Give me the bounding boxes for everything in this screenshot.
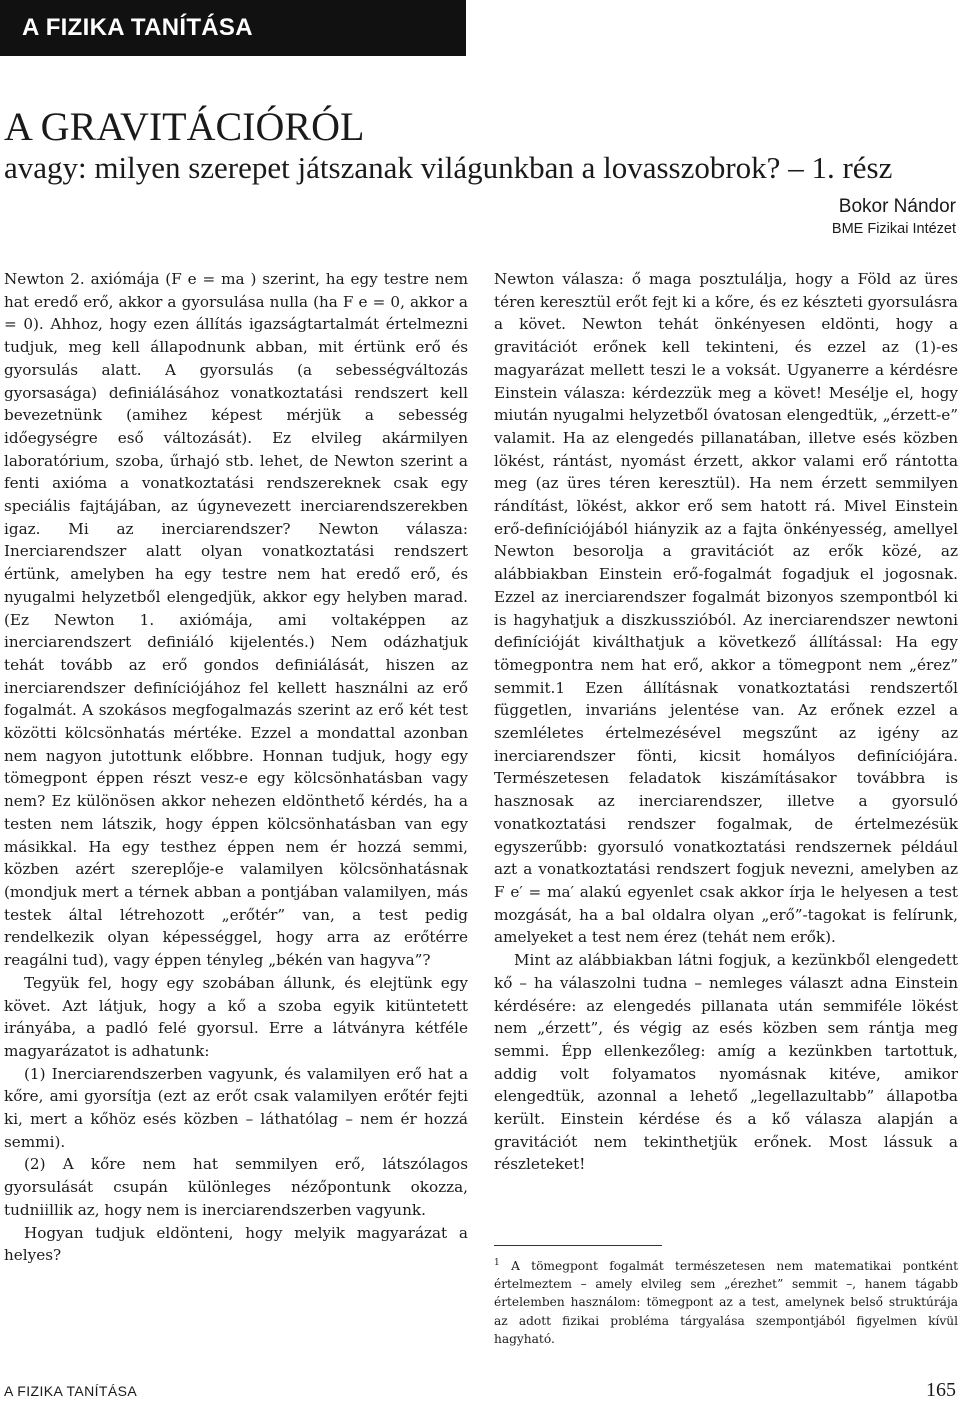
paragraph: (1) Inerciarendszerben vagyunk, és valamilyen erő hat a kőre, ami gyorsítja (ezt az erőt csak valamilyen erőtér fejti ki, mert a kőhöz esés közben – láthatólag – nem ér hozzá semmi).: [4, 1064, 468, 1151]
section-header: A FIZIKA TANÍTÁSA: [0, 0, 466, 56]
footnote: [494, 1254, 958, 1348]
footnote-marker: 1: [494, 1258, 500, 1268]
article-title: A GRAVITÁCIÓRÓL: [4, 104, 365, 149]
article-subtitle: avagy: milyen szerepet játszanak világunkban a lovasszobrok? – 1. rész: [4, 150, 893, 185]
paragraph: Newton válasza: ő maga posztulálja, hogy a Föld az üres téren keresztül erőt fejt ki a kőre, és ez készteti gyorsulásra a követ. Newton tehát önkényesen eldönti, hogy a gravitációt erőnek kell tekinteni, és ezzel az (1)-es magyarázat mellett teszi le a voksát. Ugyanerre a kérdésre Einstein válasza: kérdezzük meg a követ! Mesélje el, hogy miután nyugalmi helyzetből óvatosan elengedtük, „érzett-e” valamit. Ha az elengedés pillanatában, illetve esés közben lökést, rántást, nyomást érzett, akkor valami erő rántotta meg (az üres téren keresztül). Ha nem érzett semmilyen rándítást, lökést, akkor erő sem hatott rá. Mivel Einstein erő-definíciójából hiányzik az a fajta önkényesség, amellyel Newton besorolja a gravitációt az erők közé, az alábbiakban Einstein erő-fogalmát fogadjuk el jogosnak. Ezzel az inerciarendszer fogalmát bizonyos szempontból ki is hagyhatjuk a diszkusszióból. Az inerciarendszer newtoni definícióját kiválthatjuk a következő állítással: Ha egy tömegpontra nem hat erő, akkor a tömegpont nem „érez” semmit.1 Ezen állításnak vonatkoztatási rendszertől független, invariáns jelentése van. Az erőnek ezzel a szemléletes értelmezésével megszűnt az igény az inerciarendszer fönti, kicsit homályos definíciójára. Természetesen feladatok kiszámításakor továbbra is hasznosak az inerciarendszer, illetve a gyorsuló vonatkoztatási rendszer fogalmak, de értelmezésük egyszerűbb: gyorsuló vonatkoztatási rendszernek például azt a vonatkoztatási rendszert fogjuk nevezni, amelyben az F e′ = ma′ alakú egyenlet csak akkor írja le helyesen a test mozgását, ha a bal oldalra olyan „erő”-tagokat is felírunk, amelyeket a test nem érez (tehát nem erők).: [494, 270, 958, 947]
author-affiliation: BME Fizikai Intézet: [831, 221, 956, 237]
paragraph: Newton 2. axiómája (F e = ma ) szerint, ha egy testre nem hat eredő erő, akkor a gyorsulása nulla (ha F e = 0, akkor a = 0). Ahhoz, hogy ezen állítás igazságtartalmát értelmezni tudjuk, meg kell állapodnunk abban, mit értünk erő és gyorsulás alatt. A gyorsulás (a sebességváltozás gyorsasága) definiálásához vonatkoztatási rendszert kell bevezetnünk (amihez képest mérjük a sebesség időegységre eső változását). Ez elvileg akármilyen laboratórium, szoba, űrhajó stb. lehet, de Newton szerint a fenti axióma a vonatkoztatási rendszereknek csak egy speciális fajtájában, az úgynevezett inerciarendszerekben igaz. Mi az inerciarendszer? Newton válasza: Inerciarendszer alatt olyan vonatkoztatási rendszert értünk, amelyben ha egy testre nem hat eredő erő, és nyugalmi helyzetből elengedjük, akkor egy helyben marad. (Ez Newton 1. axiómája, ami voltaképpen az inerciarendszert definiáló kijelentés.) Nem odázhatjuk tehát tovább az erő gondos definiálását, hiszen az inerciarendszer definíciójához fel kellett használni az erő fogalmát. A szokásos megfogalmazás szerint az erő két test közötti kölcsönhatás mértéke. Ezzel a mondattal azonban nem nagyon jutottunk előbbre. Honnan tudjuk, hogy egy tömegpont éppen részt vesz-e egy kölcsönhatásban vagy nem? Ez különösen akkor nehezen eldönthető kérdés, ha a testen nem látszik, hogy éppen kölcsönhatásban van egy másikkal. Ha egy testhez éppen nem ér hozzá semmi, közben azért szereplője-e valamilyen kölcsönhatásnak (mondjuk mert a térnek abban a pontjában valamilyen, más testek által létrehozott „erőtér” van, a test pedig rendelkezik olyan képességgel, hogy arra az erőtérre reagálni tud), vagy éppen tényleg „békén van hagyva”?: [4, 270, 468, 970]
author-name: Bokor Nándor: [838, 196, 956, 217]
right-column: [494, 268, 958, 1176]
page-number: 165: [926, 1379, 956, 1401]
left-column: [4, 268, 468, 1267]
footer-section: A FIZIKA TANÍTÁSA: [4, 1383, 138, 1399]
paragraph: Tegyük fel, hogy egy szobában állunk, és elejtünk egy követ. Azt látjuk, hogy a kő a szoba egyik kitüntetett irányába, a padló felé gyorsul. Erre a látványra kétféle magyarázatot is adhatunk:: [4, 973, 468, 1060]
paragraph: Mint az alábbiakban látni fogjuk, a kezünkből elengedett kő – ha válaszolni tudna – nemleges választ adna Einstein kérdésére: az elengedés pillanata után semmiféle lökést nem „érzett”, és végig az esés közben sem rántja meg semmi. Épp ellenkezőleg: amíg a kezünkben tartottuk, addig volt folyamatos nyomásnak kitéve, amikor elengedtük, azonnal a lehető „legellazultabb” állapotba került. Einstein kérdése és a kő válasza alapján a gravitációt nem tekinthetjük erőnek. Most lássuk a részleteket!: [494, 951, 958, 1174]
footnote-text: A tömegpont fogalmát természetesen nem matematikai pontként értelmeztem – amely elvileg sem „érezhet” semmit –, hanem tágabb értelemben használom: tömegpont az a test, amelynek belső struktúrája az adott fizikai probléma tárgyalása szempontjából figyelmen kívül hagyható.: [494, 1259, 958, 1346]
paragraph: Hogyan tudjuk eldönteni, hogy melyik magyarázat a helyes?: [4, 1223, 468, 1265]
footnote-divider: [494, 1245, 662, 1246]
paragraph: (2) A kőre nem hat semmilyen erő, látszólagos gyorsulását csupán különleges nézőpontunk okozza, tudniillik az, hogy nem is inerciarendszerben vagyunk.: [4, 1155, 468, 1219]
